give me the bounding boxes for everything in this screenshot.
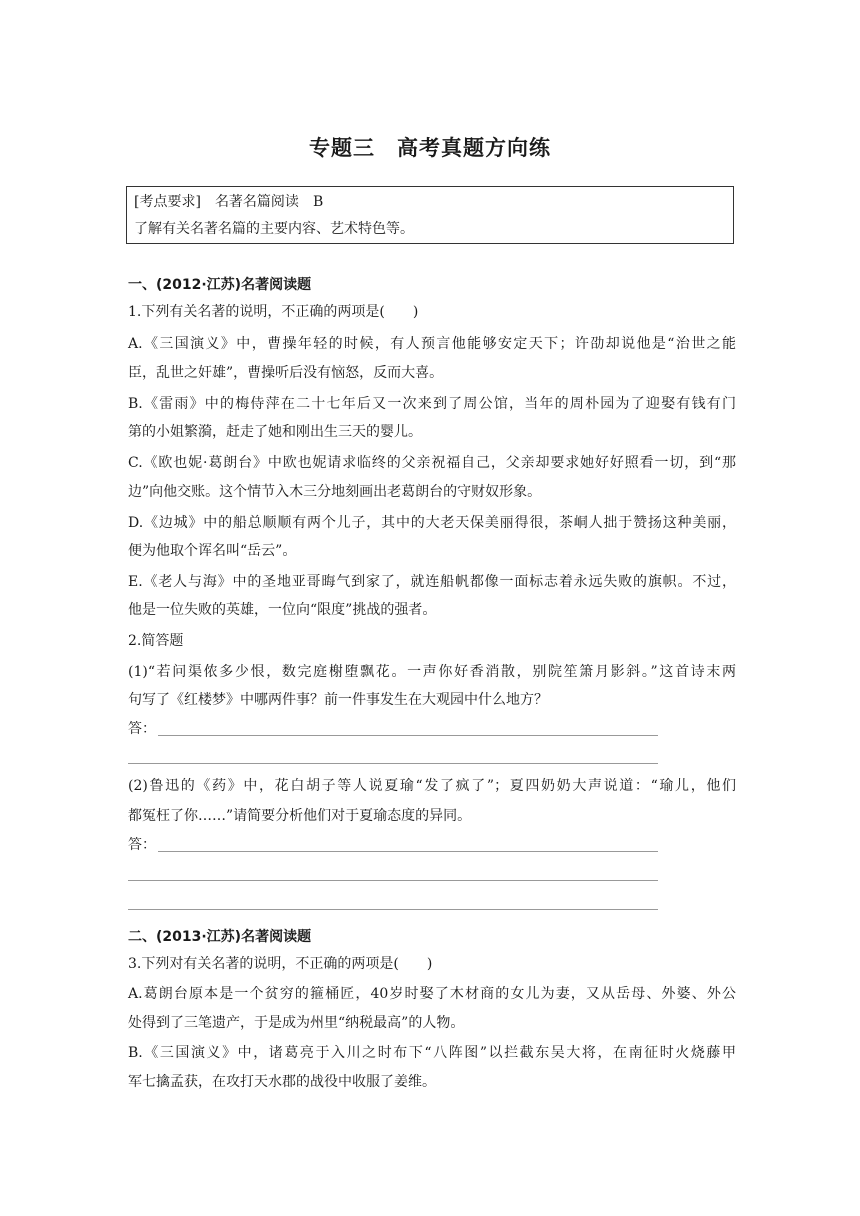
option-d-line: D.《边城》中的船总顺顺有两个儿子，其中的大老天保美丽得很，茶峒人拙于赞扬这种美丽， [128,515,736,531]
section-heading: 二、(2013·江苏)名著阅读题 [128,929,312,945]
answer-line[interactable] [128,909,658,910]
requirement-description: 了解有关名著名篇的主要内容、艺术特色等。 [134,221,414,237]
option-c-line: C.《欧也妮·葛朗台》中欧也妮请求临终的父亲祝福自己，父亲却要求她好好照看一切，到“那 [128,455,736,471]
question-stem: 3.下列对有关名著的说明，不正确的两项是( ) [128,956,433,972]
option-e-line: 他是一位失败的英雄，一位向“限度”挑战的强者。 [128,602,437,618]
page-title: 专题三 高考真题方向练 [309,136,551,160]
requirement-topic: 名著名篇阅读 [214,194,299,210]
option-b-line: B.《雷雨》中的梅侍萍在二十七年后又一次来到了周公馆，当年的周朴园为了迎娶有钱有门 [128,396,736,412]
option-a-line: 臣，乱世之奸雄”，曹操听后没有恼怒，反而大喜。 [128,365,444,381]
question-stem: 1.下列有关名著的说明，不正确的两项是( ) [128,304,419,320]
answer-label: 答： [128,721,156,737]
option-b-line: B.《三国演义》中，诸葛亮于入川之时布下“八阵图”以拦截东吴大将，在南征时火烧藤甲 [128,1045,736,1061]
option-d-line: 便为他取个诨名叫“岳云”。 [128,543,297,559]
option-c-line: 边”向他交账。这个情节入木三分地刻画出老葛朗台的守财奴形象。 [128,484,542,500]
option-a-line: 处得到了三笔遗产，于是成为州里“纳税最高”的人物。 [128,1015,465,1031]
answer-line[interactable] [158,735,658,736]
answer-label: 答： [128,837,156,853]
answer-line[interactable] [128,880,658,881]
option-e-line: E.《老人与海》中的圣地亚哥晦气到家了，就连船帆都像一面标志着永远失败的旗帜。不过， [128,574,736,590]
answer-line[interactable] [158,851,658,852]
requirement-header [134,191,323,211]
requirement-box [126,186,734,244]
section-heading: 一、(2012·江苏)名著阅读题 [128,277,312,293]
subquestion-2-line: 都冤枉了你……”请简要分析他们对于夏瑜态度的异同。 [128,808,472,824]
subquestion-1-line: 句写了《红楼梦》中哪两件事？前一件事发生在大观园中什么地方？ [128,692,548,708]
answer-line[interactable] [128,763,658,764]
option-b-line: 第的小姐繁漪，赶走了她和刚出生三天的婴儿。 [128,424,422,440]
option-b-line: 军七擒孟获，在攻打天水郡的战役中收服了姜维。 [128,1074,436,1090]
subquestion-2-line: (2)鲁迅的《药》中，花白胡子等人说夏瑜“发了疯了”；夏四奶奶大声说道：“瑜儿，他们 [128,778,736,794]
question-stem: 2.简答题 [128,633,184,649]
option-a-line: A.葛朗台原本是一个贫穷的箍桶匠，40岁时娶了木材商的女儿为妻，又从岳母、外婆、外公 [128,986,736,1002]
option-a-line: A.《三国演义》中，曹操年轻的时候，有人预言他能够安定天下；许劭却说他是“治世之能 [128,336,736,352]
requirement-level: B [312,194,324,210]
requirement-tag: [考点要求] [134,194,201,210]
subquestion-1-line: (1)“若问渠侬多少恨，数完庭榭堕飘花。一声你好香消散，别院笙箫月影斜。”这首诗末两 [128,664,736,680]
